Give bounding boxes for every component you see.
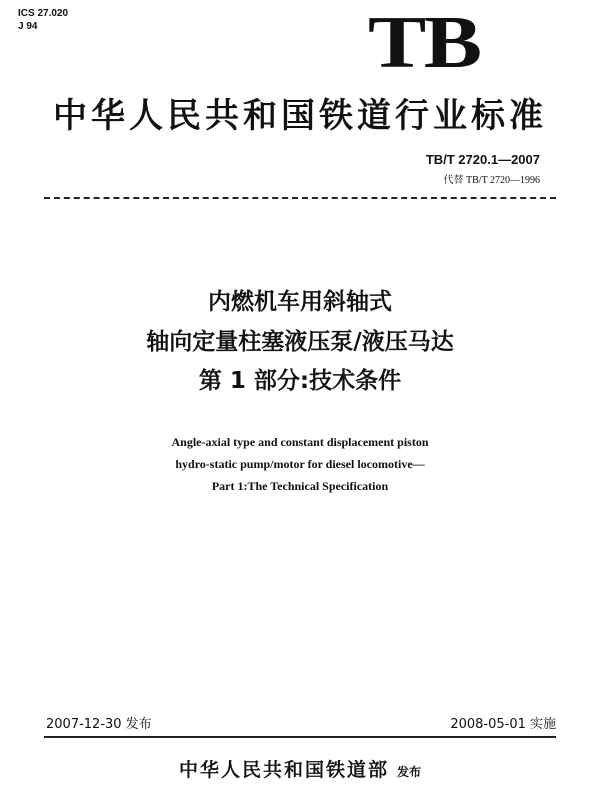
title-cn-line3: 第 1 部分:技术条件 (198, 368, 402, 394)
tb-logo: TB (368, 2, 480, 84)
standard-replaces: 代替 TB/T 2720—1996 (443, 175, 540, 186)
standard-number: TB/T 2720.1—2007 (425, 152, 540, 167)
issue-date: 2007-12-30 发布 (46, 717, 152, 732)
bottom-divider (44, 736, 556, 738)
title-en-line2: hydro-static pump/motor for diesel locomotive— (175, 457, 425, 471)
issuer-line (100, 758, 500, 784)
classification-code: J 94 (18, 21, 38, 32)
implementation-date: 2008-05-01 实施 (450, 717, 556, 732)
title-cn-line1: 内燃机车用斜轴式 (208, 289, 392, 315)
org-title: 中华人民共和国铁道行业标准 (53, 96, 547, 136)
title-en-line3: Part 1:The Technical Specification (211, 479, 389, 493)
issuer-org: 中华人民共和国铁道部 (178, 759, 389, 781)
title-cn-line2: 轴向定量柱塞液压泵/液压马达 (146, 329, 454, 355)
issuer-action: 发布 (397, 765, 422, 779)
ics-code: ICS 27.020 (18, 8, 69, 19)
top-divider (44, 197, 556, 199)
title-en-line1: Angle-axial type and constant displacement piston (171, 435, 429, 449)
